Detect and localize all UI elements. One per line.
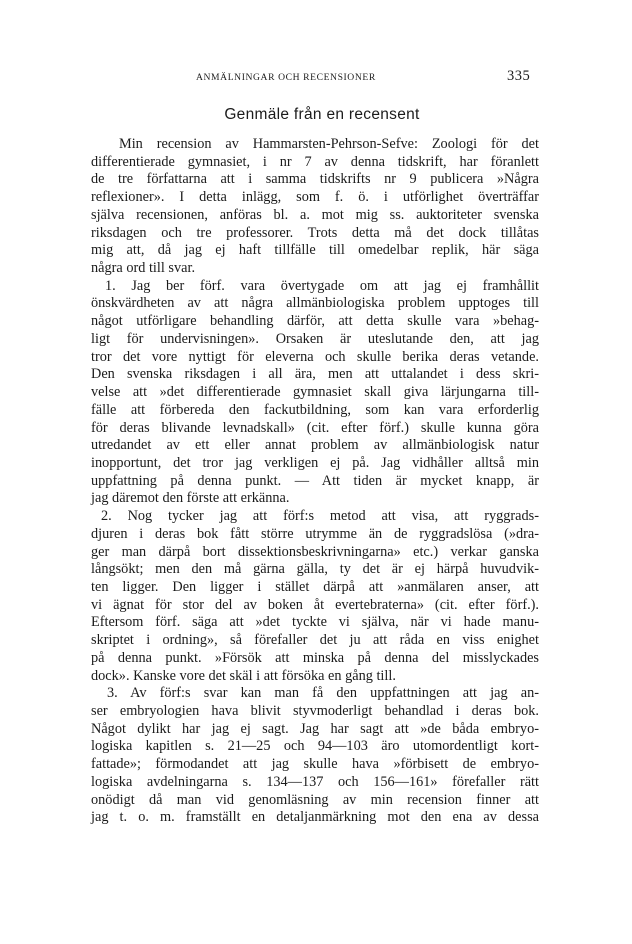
- text-line: skriptet i ordning», så förefaller det ju att råda en viss enighet: [91, 632, 539, 649]
- text-line: velse att »det differentierade gymnasiet skall giva lärjungarna till-: [91, 384, 539, 401]
- text-line: djuren i deras bok fått större utrymme än de ryggradslösa (»dra-: [91, 525, 539, 542]
- text-line: jag t. o. m. framställt en detaljanmärkning mot den ena av dessa: [91, 809, 539, 826]
- text-line: 1. Jag ber förf. vara övertygade om att jag ej framhållit: [105, 277, 539, 294]
- text-line: Den svenska riksdagen i all ära, men att uttalandet i dess skri-: [91, 366, 539, 383]
- text-line: de tre författarna att i samma tidskrifts nr 9 publicera »Några: [91, 171, 539, 188]
- article-body: [91, 136, 539, 827]
- text-line: långsökt; men den må gärna gälla, ty det är ej härpå huvudvik-: [91, 561, 539, 578]
- running-title: ANMÄLNINGAR OCH RECENSIONER: [196, 72, 376, 83]
- text-line: jag däremot den förste att erkänna.: [91, 490, 290, 507]
- text-line: ten ligger. Den ligger i stället därpå att »anmälaren anser, att: [91, 578, 539, 595]
- article-title: Genmäle från en recensent: [224, 106, 420, 123]
- text-line: själva recensionen, anföras bl. a. mot mig ss. auktoriteter svenska: [91, 206, 539, 223]
- text-line: 3. Av förf:s svar kan man få den uppfattningen att jag an-: [107, 685, 539, 702]
- text-line: Något dylikt har jag ej sagt. Jag har sagt att »de båda embryo-: [91, 720, 539, 737]
- text-line: logiska avdelningarna s. 134—137 och 156—161» förefaller rätt: [91, 773, 539, 790]
- text-line: reflexioner». I detta inlägg, som f. ö. i utförlighet överträffar: [91, 189, 539, 206]
- text-line: några ord till svar.: [91, 260, 196, 277]
- page-number: 335: [507, 68, 531, 84]
- text-line: differentierade gymnasiet, i nr 7 av denna tidskrift, har föranlett: [91, 153, 539, 170]
- text-line: vi ägnat för stor del av boken åt evertebraterna» (cit. efter förf.).: [91, 596, 539, 613]
- text-line: ligt för undervisningen». Orsaken är uteslutande den, att jag: [91, 330, 539, 347]
- text-line: logiska kapitlen s. 21—25 och 94—103 äro utomordentligt kort-: [91, 738, 539, 755]
- running-header: [0, 68, 632, 86]
- text-line: onödigt då man vid genomläsning av min recension finner att: [91, 791, 539, 808]
- article-title-block: [0, 106, 632, 124]
- text-line: på denna punkt. »Försök att minska på denna del misslyckades: [91, 649, 539, 666]
- text-line: fattade»; förmodandet att jag skulle hava »förbisett de embryo-: [91, 756, 539, 773]
- text-line: utredandet av ett eller annat problem av allmänbiologisk natur: [91, 437, 539, 454]
- text-line: något utförligare behandling därför, att detta skulle vara »behag-: [91, 313, 539, 330]
- text-line: tror det vore nyttigt för eleverna och skulle berika deras vetande.: [91, 348, 539, 365]
- text-line: riksdagen och tre professorer. Trots detta må det dock tillåtas: [91, 224, 539, 241]
- text-line: ger man därpå bort dissektionsbeskrivningarna» etc.) verkar ganska: [91, 543, 539, 560]
- text-line: inopportunt, det tror jag verkligen ej på. Jag vidhåller alltså min: [91, 454, 539, 471]
- text-line: fälle att förbereda den fackutbildning, som kan vara erforderlig: [91, 401, 539, 418]
- text-line: 2. Nog tycker jag att förf:s metod att visa, att ryggrads-: [101, 508, 539, 525]
- text-line: önskvärdheten av att några allmänbiologiska problem upptoges till: [91, 295, 539, 312]
- text-line: Eftersom förf. säga att »det tyckte vi själva, när vi hade manu-: [91, 614, 539, 631]
- text-line: dock». Kanske vore det skäl i att försöka en gång till.: [91, 667, 396, 684]
- text-line: för deras blivande levnadskall» (cit. efter förf.) skulle kunna göra: [91, 419, 539, 436]
- text-line: uppfattning på denna punkt. — Att tiden är mycket knapp, är: [91, 472, 539, 489]
- text-line: mig att, då jag ej haft tillfälle till omedelbar replik, här säga: [91, 242, 539, 259]
- text-line: ser embryologien hava blivit styvmoderligt behandlad i deras bok.: [91, 703, 539, 719]
- text-line: Min recension av Hammarsten-Pehrson-Sefve: Zoologi för det: [119, 136, 539, 152]
